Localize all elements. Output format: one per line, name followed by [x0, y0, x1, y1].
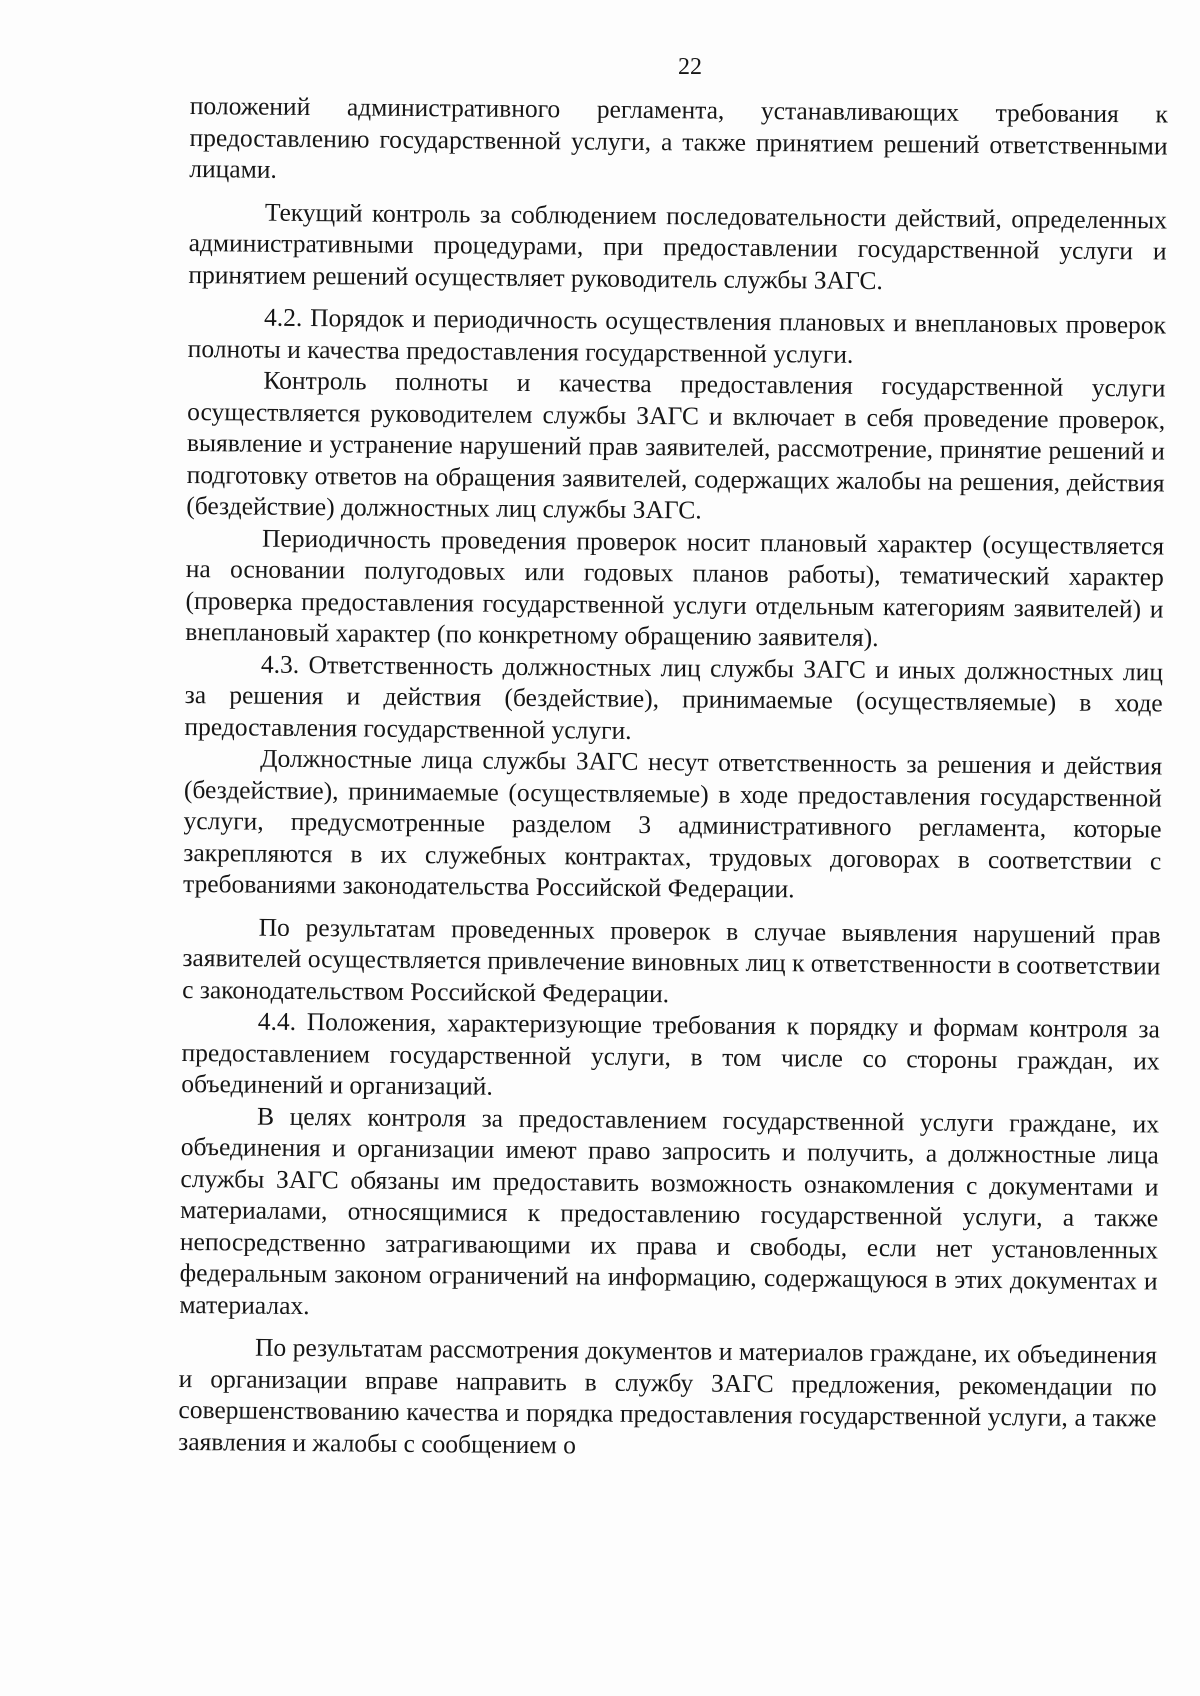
paragraph-inspection-frequency: Периодичность проведения проверок носит плановый характер (осуществляется на основании полугодовых или годовых планов работы), тематический характер (проверка предоставления государственной услуги отдельным категориям заявителей) и внеплановый характер (по конкретному обращению заявителя).: [185, 523, 1165, 653]
paragraph-citizen-control: В целях контроля за предоставлением государственной услуги граждане, их объединения и организации имеют право запросить и получить, а должностные лица службы ЗАГС обязаны им предоставить возможность ознакомления с документами и материалами, относящимися к предоставлению государственной услуги, а также непосредственно затрагивающими их права и свободы, если нет установленных федеральным законом ограничений на информацию, содержащуюся в этих документах и материалах.: [179, 1101, 1160, 1320]
paragraph-inspection-results: По результатам проведенных проверок в случае выявления нарушений прав заявителей осуществляется привлечение виновных лиц к ответственности в соответствии с законодательством Российской Федерации.: [182, 912, 1161, 1008]
paragraph-continuation: положений административного регламента, устанавливающих требования к предоставлению государственной услуги, а также принятием решений ответственными лицами.: [189, 90, 1168, 184]
document-body: [178, 90, 1168, 1465]
section-4-4-heading: 4.4. Положения, характеризующие требования к порядку и формам контроля за предоставлением государственной услуги, в том числе со стороны граждан, их объединений и организаций.: [181, 1006, 1160, 1101]
paragraph-quality-control: Контроль полноты и качества предоставления государственной услуги осуществляется руководителем службы ЗАГС и включает в себя проведение проверок, выявление и устранение нарушений прав заявителей, рассмотрение, принятие решений и подготовку ответов на обращения заявителей, содержащих жалобы на решения, действия (бездействие) должностных лиц службы ЗАГС.: [186, 365, 1166, 525]
page-number: 22: [678, 54, 702, 80]
section-4-3-heading: 4.3. Ответственность должностных лиц службы ЗАГС и иных должностных лиц за решения и действия (бездействие), принимаемые (осуществляемые) в ходе предоставления государственной услуги.: [184, 649, 1164, 745]
paragraph-officials-responsibility: Должностные лица службы ЗАГС несут ответственность за решения и действия (бездействие), принимаемые (осуществляемые) в ходе предоставления государственной услуги, предусмотренные разделом 3 административного регламента, которые закрепляются в их служебных контрактах, трудовых договорах в соответствии с требованиями законодательства Российской Федерации.: [182, 743, 1163, 904]
section-4-2-heading: 4.2. Порядок и периодичность осуществления плановых и внеплановых проверок полноты и качества предоставления государственной услуги.: [187, 302, 1167, 369]
paragraph-current-control: Текущий контроль за соблюдением последовательности действий, определенных административными процедурами, при предоставлении государственной услуги и принятием решений осуществляет руководитель службы ЗАГС.: [188, 197, 1168, 295]
paragraph-review-results: По результатам рассмотрения документов и материалов граждане, их объединения и организации вправе направить в службу ЗАГС предложения, рекомендации по совершенствованию качества и порядка предоставления государственной услуги, а также заявления и жалобы с сообщением о: [178, 1332, 1158, 1459]
